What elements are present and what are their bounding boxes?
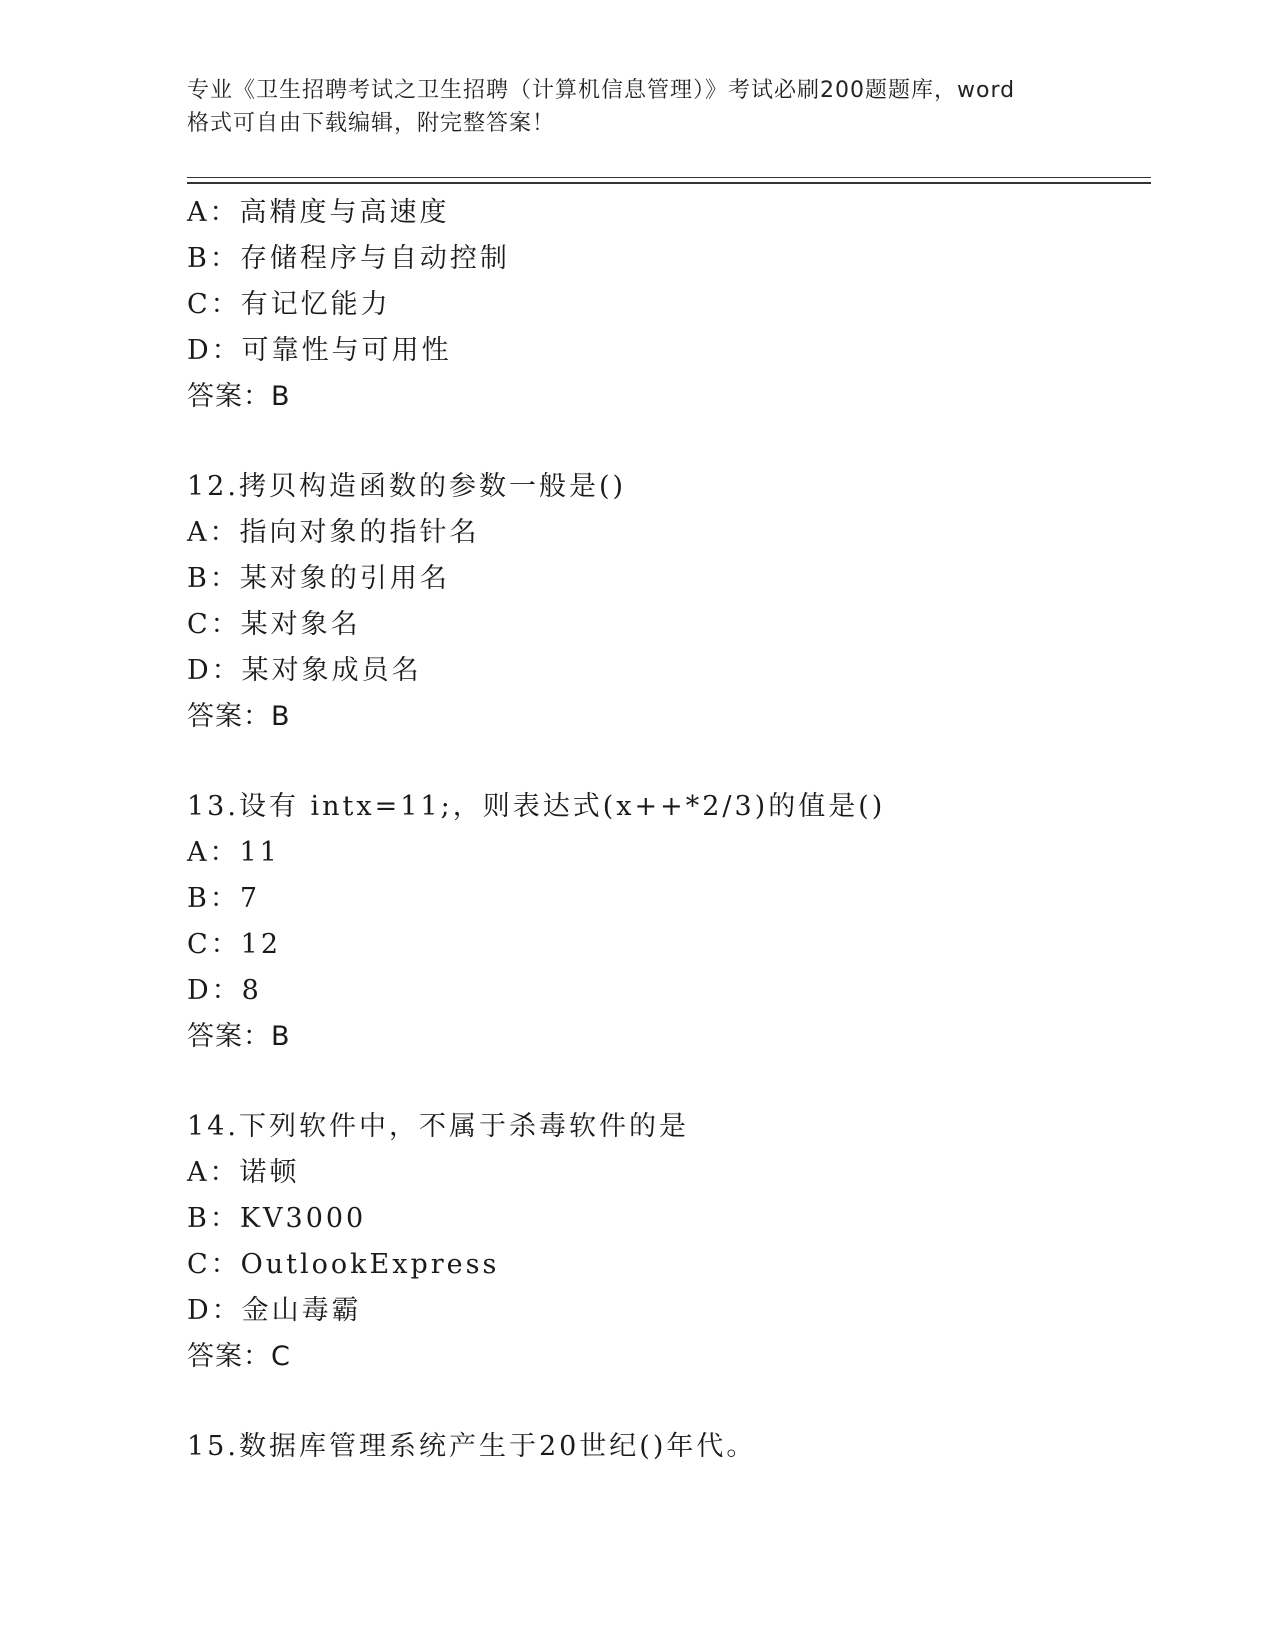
option-c: C：有记忆能力 — [187, 289, 391, 320]
answer-line: 答案：B — [187, 701, 291, 732]
header-line-2: 格式可自由下载编辑，附完整答案！ — [187, 111, 556, 136]
option-b: B：存储程序与自动控制 — [187, 243, 510, 274]
question-stem: 14.下列软件中，不属于杀毒软件的是 — [187, 1111, 689, 1142]
question-block — [187, 464, 1147, 740]
option-d: D：金山毒霸 — [187, 1295, 362, 1326]
option-a: A：指向对象的指针名 — [187, 517, 480, 548]
header-divider-thick — [187, 182, 1151, 184]
option-d: D：某对象成员名 — [187, 655, 422, 686]
question-stem: 13.设有 intx=11;，则表达式(x++*2/3)的值是() — [187, 791, 886, 822]
option-b: B：KV3000 — [187, 1203, 367, 1234]
option-b: B：7 — [187, 883, 261, 914]
option-a: A：诺顿 — [187, 1157, 300, 1188]
option-c: C：12 — [187, 929, 282, 960]
header-divider-thin — [187, 177, 1151, 178]
option-b: B：某对象的引用名 — [187, 563, 450, 594]
answer-line: 答案：B — [187, 1021, 291, 1052]
question-list — [187, 190, 1147, 1470]
option-d: D：8 — [187, 975, 262, 1006]
option-c: C：某对象名 — [187, 609, 361, 640]
question-block — [187, 190, 1147, 420]
option-d: D：可靠性与可用性 — [187, 335, 452, 366]
option-c: C：OutlookExpress — [187, 1249, 500, 1280]
answer-line: 答案：B — [187, 381, 291, 412]
question-stem: 12.拷贝构造函数的参数一般是() — [187, 471, 627, 502]
option-a: A：高精度与高速度 — [187, 197, 450, 228]
question-stem: 15.数据库管理系统产生于20世纪()年代。 — [187, 1431, 757, 1462]
question-block — [187, 1104, 1147, 1380]
document-header — [187, 74, 1087, 140]
question-block — [187, 784, 1147, 1060]
option-a: A：11 — [187, 837, 280, 868]
header-line-1: 专业《卫生招聘考试之卫生招聘（计算机信息管理）》考试必刷200题题库，word — [187, 78, 1016, 103]
question-block — [187, 1424, 1147, 1470]
answer-line: 答案：C — [187, 1341, 291, 1372]
